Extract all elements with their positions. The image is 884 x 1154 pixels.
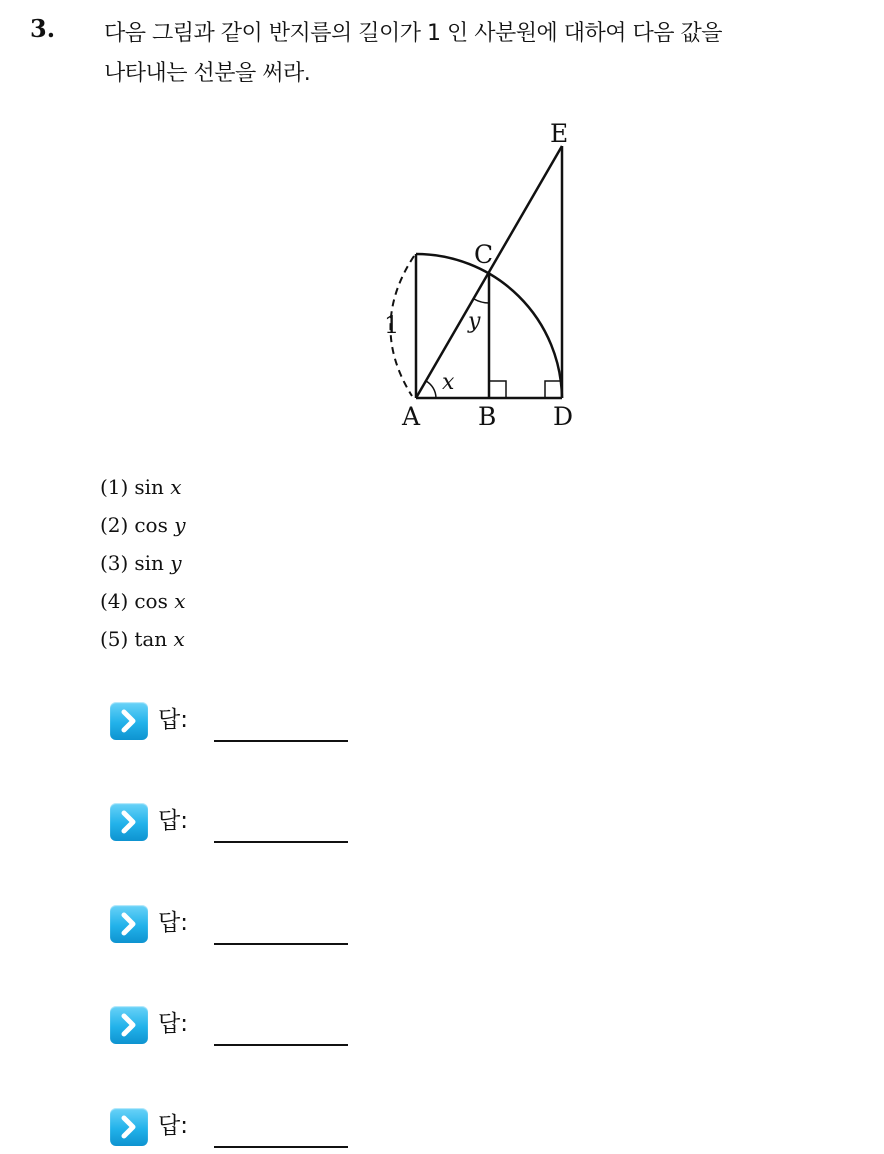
label-e: E [550, 119, 569, 148]
angle-y-arc [474, 299, 489, 303]
problem-line: 나타내는 선분을 써라. [104, 61, 311, 86]
chevron-right-icon [110, 1006, 148, 1044]
choice-func: cos [134, 513, 168, 537]
answer-blank[interactable] [214, 1044, 348, 1046]
choice-func: sin [134, 475, 164, 499]
choice-item [100, 623, 186, 661]
answer-label: 답: [158, 1113, 188, 1139]
choice-item [100, 547, 186, 585]
answer-blank[interactable] [214, 841, 348, 843]
choice-var: x [170, 475, 182, 499]
choice-item [100, 471, 186, 509]
answer-row-3 [110, 903, 370, 951]
choice-func: sin [134, 551, 164, 575]
label-angle-y: y [468, 309, 481, 334]
choice-number: (1) [100, 475, 129, 499]
angle-x-arc [426, 381, 436, 398]
problem-line: 다음 그림과 같이 반지름의 길이가 1 인 사분원에 대하여 다음 값을 [104, 21, 722, 46]
answer-row-5 [110, 1106, 370, 1154]
label-b: B [478, 402, 497, 431]
label-c: C [474, 240, 494, 269]
chevron-right-icon [110, 702, 148, 740]
choice-item [100, 509, 186, 547]
answer-blank[interactable] [214, 740, 348, 742]
label-d: D [553, 402, 574, 431]
choice-number: (4) [100, 589, 129, 613]
quarter-circle-figure [0, 0, 884, 440]
chevron-right-icon [110, 803, 148, 841]
answer-label: 답: [158, 808, 188, 834]
label-radius: 1 [384, 311, 400, 339]
answer-label: 답: [158, 707, 188, 733]
choice-var: x [173, 627, 185, 651]
choice-list [100, 471, 186, 661]
answer-row-4 [110, 1004, 370, 1052]
answer-blank[interactable] [214, 943, 348, 945]
choice-func: tan [134, 627, 168, 651]
choice-var: x [174, 589, 186, 613]
choice-number: (2) [100, 513, 129, 537]
answer-label: 답: [158, 910, 188, 936]
answer-blank[interactable] [214, 1146, 348, 1148]
choice-var: y [170, 551, 182, 575]
answer-row-1 [110, 700, 370, 748]
label-angle-x: x [442, 370, 455, 395]
right-angle-d [545, 381, 562, 398]
choice-item [100, 585, 186, 623]
chevron-right-icon [110, 1108, 148, 1146]
label-a: A [402, 402, 421, 431]
problem-number: 3. [30, 14, 56, 43]
answer-row-2 [110, 801, 370, 849]
answer-label: 답: [158, 1011, 188, 1037]
choice-var: y [174, 513, 186, 537]
choice-number: (3) [100, 551, 129, 575]
chevron-right-icon [110, 905, 148, 943]
choice-number: (5) [100, 627, 129, 651]
choice-func: cos [134, 589, 168, 613]
right-angle-b [489, 381, 506, 398]
